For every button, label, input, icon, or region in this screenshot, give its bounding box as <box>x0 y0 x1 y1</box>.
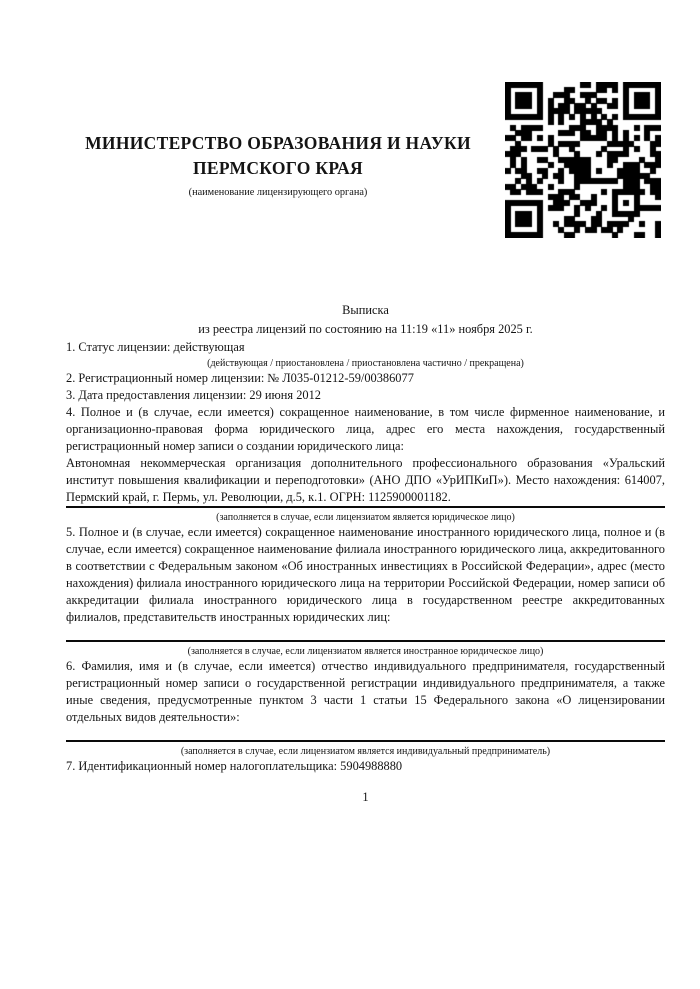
item-6-entrepreneur-value <box>66 726 665 742</box>
item-6-hint: (заполняется в случае, если лицензиатом является индивидуальный предприниматель) <box>180 746 551 757</box>
item-4-legal-entity-value: Автономная некоммерческая организация дополнительного профессионального образования «Уральский институт повышения квалификации и переподготовки» (АНО ДПО «УрИПКиП»). Место нахождения: 614007, Пермский край, г. Пермь, ул. Революции, д.5, к.1. ОГРН: 1125900001182. <box>66 455 665 508</box>
item-1-license-status: 1. Статус лицензии: действующая <box>66 340 245 354</box>
item-7-taxpayer-number: 7. Идентификационный номер налогоплательщика: 5904988880 <box>66 759 403 773</box>
licensing-authority-hint: (наименование лицензирующего органа) <box>188 187 368 198</box>
item-5-foreign-entity-value <box>66 626 665 642</box>
item-6-entrepreneur-label: 6. Фамилия, имя и (в случае, если имеется) отчество индивидуального предпринимателя, государственный регистрационный номер записи о государственной регистрации индивидуального предпринимателя, а также иные сведения, предусмотренные пунктом 3 части 1 статьи 15 Федерального закона «О лицензировании отдельных видов деятельности»: <box>66 659 665 724</box>
document-title-line2: из реестра лицензий по состоянию на 11:19 «11» ноября 2025 г. <box>198 322 533 336</box>
page-number: 1 <box>362 790 369 804</box>
item-2-registration-number: 2. Регистрационный номер лицензии: № Л035-01212-59/00386077 <box>66 371 414 385</box>
item-4-hint: (заполняется в случае, если лицензиатом является юридическое лицо) <box>216 512 515 523</box>
document-body <box>66 301 665 806</box>
item-3-license-date: 3. Дата предоставления лицензии: 29 июня 2012 <box>66 388 322 402</box>
qr-code <box>505 82 661 238</box>
ministry-header <box>66 131 490 199</box>
document-title <box>66 301 665 339</box>
document-title-line1: Выписка <box>342 303 389 317</box>
item-5-hint: (заполняется в случае, если лицензиатом является иностранное юридическое лицо) <box>187 646 544 657</box>
item-4-legal-entity-label: 4. Полное и (в случае, если имеется) сокращенное наименование, в том числе фирменное наименование, и организационно-правовая форма юридического лица, адрес его места нахождения, государственный регистрационный номер записи о создании юридического лица: <box>66 405 665 453</box>
item-5-foreign-entity-label: 5. Полное и (в случае, если имеется) сокращенное наименование иностранного юридического лица, полное и (в случае, если имеется) сокращенное наименование филиала иностранного юридического лица, аккредитованного в соответствии с Федеральным законом «Об иностранных инвестициях в Российской Федерации», адрес (место нахождения) филиала иностранного юридического лица на территории Российской Федерации, номер записи об аккредитации филиала иностранного юридического лица в государственном реестре аккредитованных филиалов, представительств иностранных юридических лиц: <box>66 525 665 624</box>
ministry-name-line1: МИНИСТЕРСТВО ОБРАЗОВАНИЯ И НАУКИ <box>85 133 471 153</box>
item-1-hint: (действующая / приостановлена / приостановлена частично / прекращена) <box>207 358 524 369</box>
qr-code-image <box>505 82 661 238</box>
ministry-name-line2: ПЕРМСКОГО КРАЯ <box>193 158 363 178</box>
